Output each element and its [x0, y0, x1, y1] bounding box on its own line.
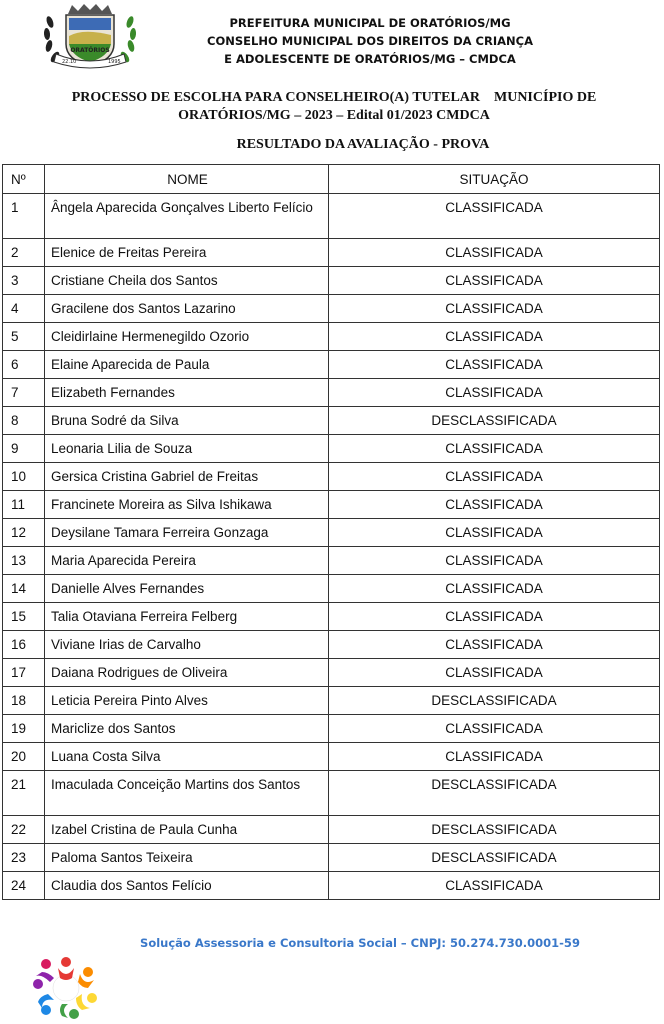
cell-name: Imaculada Conceição Martins dos Santos [45, 771, 329, 816]
results-table [2, 164, 660, 900]
table-row [3, 323, 660, 351]
cell-name: Elenice de Freitas Pereira [45, 239, 329, 267]
cell-number: 24 [3, 872, 45, 900]
cell-status: CLASSIFICADA [329, 547, 660, 575]
svg-text:22.10: 22.10 [62, 59, 77, 65]
cell-number: 2 [3, 239, 45, 267]
cell-number: 1 [3, 194, 45, 239]
cell-number: 22 [3, 816, 45, 844]
table-row [3, 844, 660, 872]
header-name: NOME [45, 165, 329, 194]
title-line: ORATÓRIOS/MG – 2023 – Edital 01/2023 CMDCA [178, 108, 490, 123]
cell-status: CLASSIFICADA [329, 659, 660, 687]
cell-status: CLASSIFICADA [329, 295, 660, 323]
cell-name: Danielle Alves Fernandes [45, 575, 329, 603]
cell-status: CLASSIFICADA [329, 743, 660, 771]
cell-name: Daiana Rodrigues de Oliveira [45, 659, 329, 687]
cell-name: Gersica Cristina Gabriel de Freitas [45, 463, 329, 491]
header-number: Nº [3, 165, 45, 194]
cell-name: Leonaria Lilia de Souza [45, 435, 329, 463]
cell-name: Ângela Aparecida Gonçalves Liberto Felício [45, 194, 329, 239]
cell-status: DESCLASSIFICADA [329, 407, 660, 435]
table-row [3, 715, 660, 743]
table-row [3, 407, 660, 435]
cell-status: DESCLASSIFICADA [329, 816, 660, 844]
cell-status: DESCLASSIFICADA [329, 844, 660, 872]
cell-name: Gracilene dos Santos Lazarino [45, 295, 329, 323]
svg-text:1995: 1995 [108, 59, 121, 65]
cell-status: CLASSIFICADA [329, 631, 660, 659]
cell-name: Leticia Pereira Pinto Alves [45, 687, 329, 715]
cell-status: CLASSIFICADA [329, 603, 660, 631]
cell-status: DESCLASSIFICADA [329, 771, 660, 816]
table-row [3, 771, 660, 816]
cell-number: 10 [3, 463, 45, 491]
cell-number: 3 [3, 267, 45, 295]
table-row [3, 687, 660, 715]
cell-number: 11 [3, 491, 45, 519]
cell-name: Maria Aparecida Pereira [45, 547, 329, 575]
cell-number: 9 [3, 435, 45, 463]
table-header-row [3, 165, 660, 194]
svg-text:ORATÓRIOS: ORATÓRIOS [70, 47, 110, 54]
cell-status: CLASSIFICADA [329, 323, 660, 351]
table-row [3, 491, 660, 519]
table-row [3, 435, 660, 463]
table-row [3, 659, 660, 687]
document-header [0, 0, 664, 75]
table-row [3, 631, 660, 659]
cell-status: CLASSIFICADA [329, 463, 660, 491]
cell-number: 5 [3, 323, 45, 351]
organization-name [200, 14, 540, 68]
table-row [3, 872, 660, 900]
cell-status: CLASSIFICADA [329, 351, 660, 379]
cell-number: 18 [3, 687, 45, 715]
cell-status: CLASSIFICADA [329, 379, 660, 407]
cell-number: 8 [3, 407, 45, 435]
cell-number: 4 [3, 295, 45, 323]
header-status: SITUAÇÃO [329, 165, 660, 194]
cell-name: Bruna Sodré da Silva [45, 407, 329, 435]
cell-number: 6 [3, 351, 45, 379]
cell-number: 12 [3, 519, 45, 547]
cell-name: Elizabeth Fernandes [45, 379, 329, 407]
table-row [3, 575, 660, 603]
cell-name: Luana Costa Silva [45, 743, 329, 771]
cell-number: 17 [3, 659, 45, 687]
table-row [3, 239, 660, 267]
cell-number: 14 [3, 575, 45, 603]
cell-number: 20 [3, 743, 45, 771]
cell-name: Cristiane Cheila dos Santos [45, 267, 329, 295]
cell-name: Francinete Moreira as Silva Ishikawa [45, 491, 329, 519]
cell-name: Izabel Cristina de Paula Cunha [45, 816, 329, 844]
table-row [3, 743, 660, 771]
cell-status: CLASSIFICADA [329, 519, 660, 547]
cell-status: CLASSIFICADA [329, 872, 660, 900]
org-line: E ADOLESCENTE DE ORATÓRIOS/MG – CMDCA [224, 52, 516, 66]
document-subtitle: RESULTADO DA AVALIAÇÃO - PROVA [236, 137, 490, 152]
cell-name: Claudia dos Santos Felício [45, 872, 329, 900]
document-title [10, 89, 658, 125]
cell-status: CLASSIFICADA [329, 491, 660, 519]
cell-status: DESCLASSIFICADA [329, 687, 660, 715]
cell-number: 19 [3, 715, 45, 743]
cell-status: CLASSIFICADA [329, 575, 660, 603]
cell-status: CLASSIFICADA [329, 194, 660, 239]
cell-name: Mariclize dos Santos [45, 715, 329, 743]
cell-number: 13 [3, 547, 45, 575]
cell-number: 23 [3, 844, 45, 872]
cell-status: CLASSIFICADA [329, 239, 660, 267]
table-row [3, 267, 660, 295]
cell-name: Cleidirlaine Hermenegildo Ozorio [45, 323, 329, 351]
cell-name: Paloma Santos Teixeira [45, 844, 329, 872]
org-line: PREFEITURA MUNICIPAL DE ORATÓRIOS/MG [229, 16, 511, 30]
table-row [3, 463, 660, 491]
cell-number: 7 [3, 379, 45, 407]
table-row [3, 379, 660, 407]
consultancy-logo [24, 952, 108, 1022]
org-line: CONSELHO MUNICIPAL DOS DIREITOS DA CRIANÇA [207, 34, 533, 48]
cell-name: Talia Otaviana Ferreira Felberg [45, 603, 329, 631]
cell-status: CLASSIFICADA [329, 435, 660, 463]
cell-number: 21 [3, 771, 45, 816]
table-row [3, 351, 660, 379]
cell-number: 15 [3, 603, 45, 631]
table-row [3, 194, 660, 239]
cell-status: CLASSIFICADA [329, 715, 660, 743]
table-row [3, 816, 660, 844]
cell-name: Viviane Irias de Carvalho [45, 631, 329, 659]
table-row [3, 547, 660, 575]
cell-number: 16 [3, 631, 45, 659]
table-row [3, 603, 660, 631]
title-line: PROCESSO DE ESCOLHA PARA CONSELHEIRO(A) TUTELAR MUNICÍPIO DE [71, 90, 597, 105]
table-row [3, 295, 660, 323]
cell-name: Deysilane Tamara Ferreira Gonzaga [45, 519, 329, 547]
cell-name: Elaine Aparecida de Paula [45, 351, 329, 379]
cell-status: CLASSIFICADA [329, 267, 660, 295]
municipal-crest-logo [38, 2, 142, 72]
footer-company: Solução Assessoria e Consultoria Social – CNPJ: 50.274.730.0001-59 [140, 936, 580, 950]
table-row [3, 519, 660, 547]
